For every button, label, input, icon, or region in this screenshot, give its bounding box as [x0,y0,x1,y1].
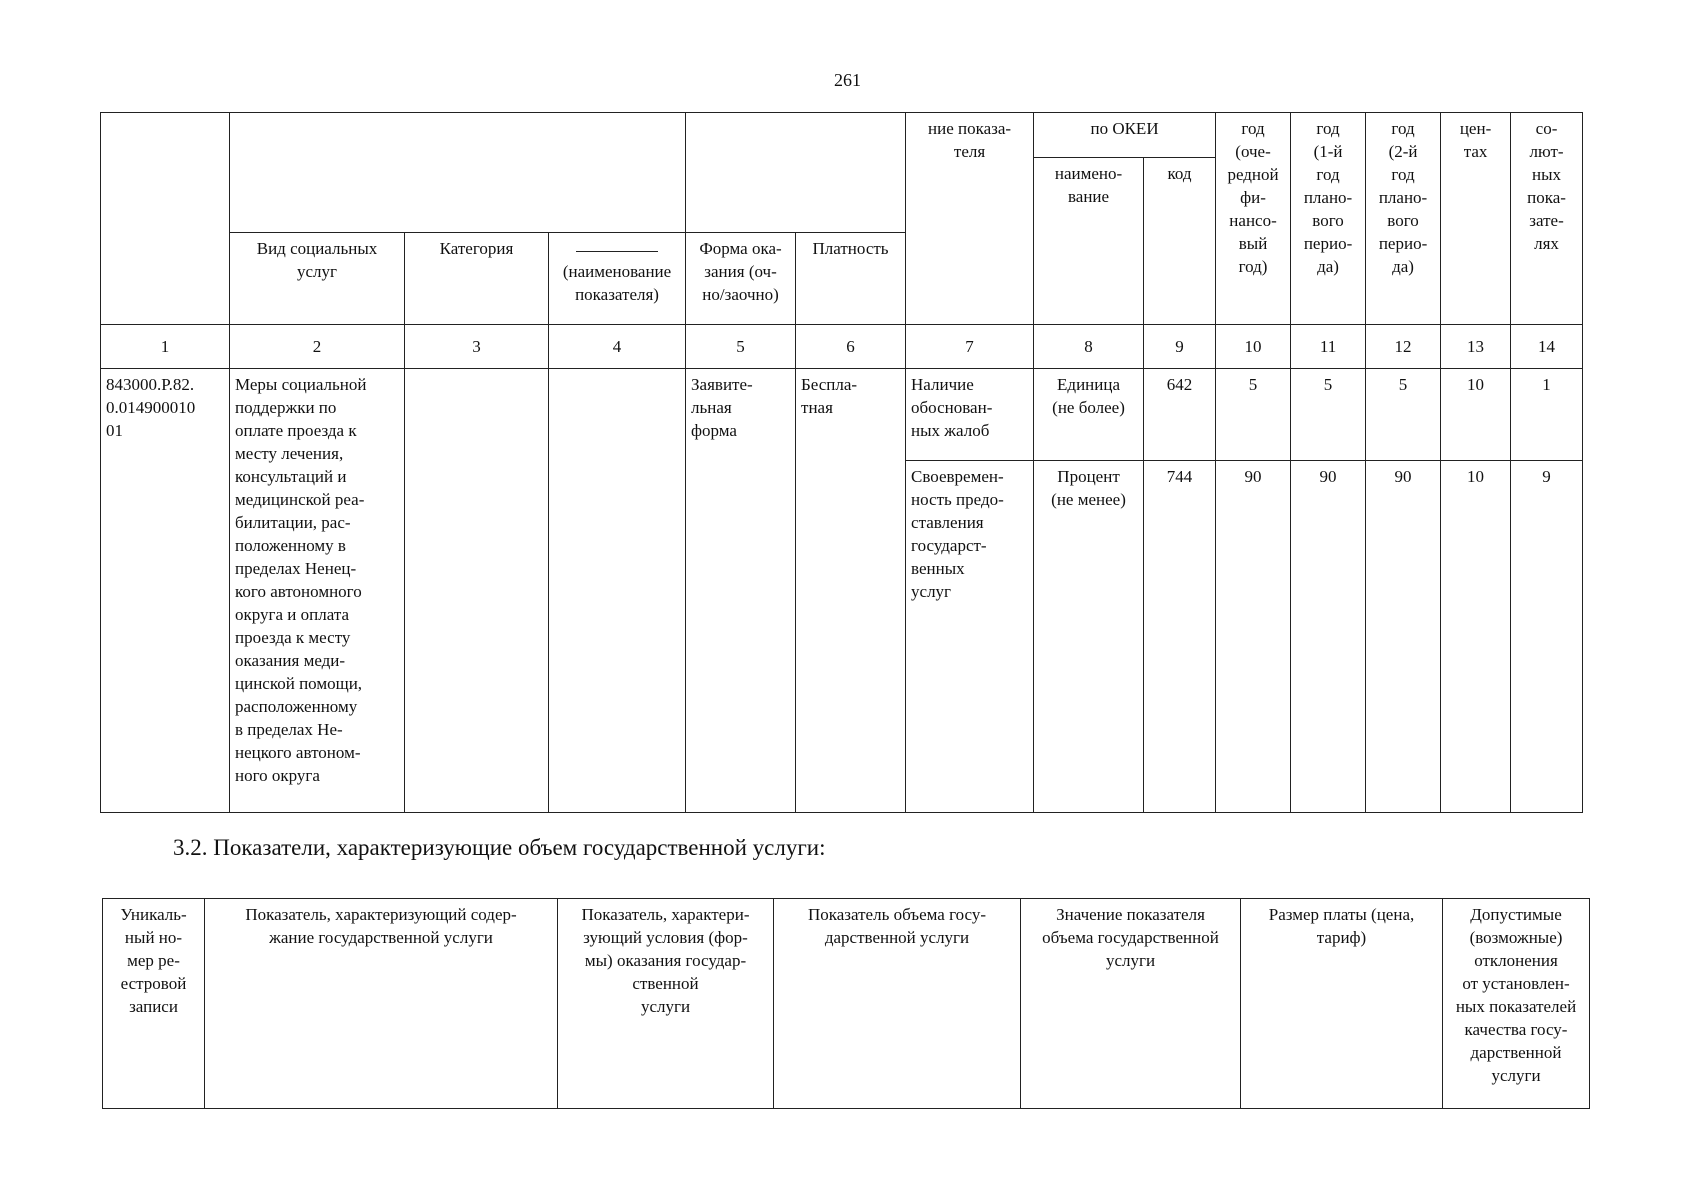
volume-indicator-header: Показатель объема госу- дарственной услуги [774,899,1021,1109]
col-number: 5 [686,325,796,369]
absolute-header: со- лют- ных пока- зате- лях [1511,113,1583,325]
payment-header: Платность [796,233,906,325]
conditions-indicator-header: Показатель, характери- зующий условия (фор- мы) оказания государ- ственной услуги [558,899,774,1109]
quality-indicators-table [100,112,1583,813]
allowed-deviation-header: Допустимые (возможные) отклонения от установлен- ных показателей качества госу- дарственной услуги [1443,899,1590,1109]
header-blank-content [230,113,686,233]
indicator-name-header: ние показа- теля [906,113,1034,325]
percent-header: цен- тах [1441,113,1511,325]
col-number: 4 [549,325,686,369]
col-number: 3 [405,325,549,369]
payment-type: Беспла- тная [796,369,906,813]
service-type-header: Вид социальных услуг [230,233,405,325]
col-number: 13 [1441,325,1511,369]
okei-code-header: код [1144,158,1216,325]
year-plan2-header: год (2-й год плано- вого перио- да) [1366,113,1441,325]
deviation-percent: 10 [1441,369,1511,461]
service-form: Заявите- льная форма [686,369,796,813]
deviation-absolute: 1 [1511,369,1583,461]
fee-header: Размер платы (цена, тариф) [1241,899,1443,1109]
blank-line [576,251,658,252]
col-number: 7 [906,325,1034,369]
value-plan-year-2: 90 [1366,461,1441,813]
col-number: 9 [1144,325,1216,369]
col-number: 8 [1034,325,1144,369]
col-number: 12 [1366,325,1441,369]
volume-indicators-table [102,898,1590,1109]
col-number: 6 [796,325,906,369]
section-heading: 3.2. Показатели, характеризующие объем государственной услуги: [173,835,826,860]
deviation-percent: 10 [1441,461,1511,813]
indicator-name-caption: (наименование показателя) [562,262,672,304]
header-blank-conditions [686,113,906,233]
service-type: Меры социальной поддержки по оплате проезда к месту лечения, консультаций и медицинской реа- билитации, рас- положенному в пределах Ненец- кого автономного округа и оплата проезда к месту оказания меди- цинской помощи, расположенному в пределах Не- нецкого автоном- ного округа [230,369,405,813]
category-cell [405,369,549,813]
year-plan1-header: год (1-й год плано- вого перио- да) [1291,113,1366,325]
category-header: Категория [405,233,549,325]
value-current-year: 90 [1216,461,1291,813]
col-number: 14 [1511,325,1583,369]
value-plan-year-2: 5 [1366,369,1441,461]
deviation-absolute: 9 [1511,461,1583,813]
value-plan-year-1: 90 [1291,461,1366,813]
col-number: 10 [1216,325,1291,369]
indicator-blank-header [549,233,686,325]
year-current-header: год (оче- редной фи- нансо- вый год) [1216,113,1291,325]
col-number: 2 [230,325,405,369]
indicator-code: 642 [1144,369,1216,461]
header-blank-col1 [101,113,230,325]
indicator-unit: Процент (не менее) [1034,461,1144,813]
volume-value-header: Значение показателя объема государственной услуги [1021,899,1241,1109]
col-number: 1 [101,325,230,369]
indicator-cell [549,369,686,813]
indicator-unit: Единица (не более) [1034,369,1144,461]
registry-number: 843000.Р.82. 0.014900010 01 [101,369,230,813]
page-number: 261 [834,70,861,90]
indicator-code: 744 [1144,461,1216,813]
okei-name-header: наимено- вание [1034,158,1144,325]
value-current-year: 5 [1216,369,1291,461]
indicator-name: Наличие обоснован- ных жалоб [906,369,1034,461]
registry-number-header: Уникаль- ный но- мер ре- естровой записи [103,899,205,1109]
content-indicator-header: Показатель, характеризующий содер- жание государственной услуги [205,899,558,1109]
indicator-name: Своевремен- ность предо- ставления государст- венных услуг [906,461,1034,813]
okei-header: по ОКЕИ [1034,113,1216,158]
col-number: 11 [1291,325,1366,369]
form-header: Форма ока- зания (оч- но/заочно) [686,233,796,325]
value-plan-year-1: 5 [1291,369,1366,461]
